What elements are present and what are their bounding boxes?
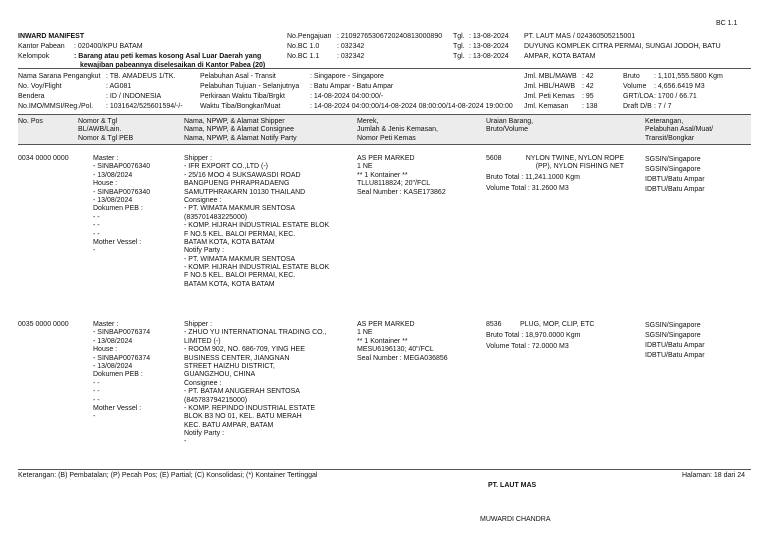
header-goods-line: Bruto/Volume xyxy=(486,126,529,134)
row-marks xyxy=(357,155,446,197)
row-parties xyxy=(184,155,329,289)
party-line: - 25/16 MOO 4 SUKSAWASDI ROAD xyxy=(184,171,301,179)
party-line: Notify Party : xyxy=(184,430,225,438)
page-number: Halaman: 18 dari 24 xyxy=(682,472,746,479)
ref-label: No.Pengajuan xyxy=(287,33,332,40)
party-line: - IFR EXPORT CO.,LTD (-) xyxy=(184,163,269,171)
party-line: - KOMP. HIJRAH INDUSTRIAL ESTATE BLOK xyxy=(184,222,330,230)
marks-line: TLLU8118824; 20"/FCL xyxy=(357,180,431,188)
divider xyxy=(18,114,751,115)
port-line: SGSIN/Singapore xyxy=(645,156,701,163)
party-line: STREET HAIZHU DISTRICT, xyxy=(184,362,275,370)
ref-tgl-label: Tgl. xyxy=(453,53,465,60)
doc-line: Mother Vessel : xyxy=(93,404,142,412)
measure-label: GRT/LOA xyxy=(623,93,654,100)
marks-line: ** 1 Kontainer ** xyxy=(357,171,408,179)
page-code: BC 1.1 xyxy=(716,20,738,27)
count-label: Jml. HBL/HAWB xyxy=(524,83,576,90)
ref-value: : 032342 xyxy=(337,43,365,50)
row-hs-code: 5608 xyxy=(486,155,502,162)
header-doc-line: Nomor & Tgl xyxy=(78,118,118,125)
marks-line: 1 NE xyxy=(357,329,373,337)
port-line: IDBTU/Batu Ampar xyxy=(645,342,705,350)
header-goods-col xyxy=(486,118,533,135)
marks-line: MESU6196130; 40"/FCL xyxy=(357,346,434,354)
port-label: Pelabuhan Tujuan - Selanjutnya xyxy=(200,83,300,90)
ref-value: : 21092765306720240813000890 xyxy=(337,33,443,40)
party-line: BATAM KOTA, KOTA BATAM xyxy=(184,280,275,288)
count-value: : 138 xyxy=(582,103,598,110)
doc-line: - SINBAP0076374 xyxy=(93,329,151,337)
vessel-label: Bendera xyxy=(18,93,45,100)
weight-line: Bruto Total : 11,241.1000 Kgm xyxy=(486,174,580,181)
row-pos: 0034 0000 0000 xyxy=(18,155,69,162)
document-title: INWARD MANIFEST xyxy=(18,33,85,40)
doc-line: - 13/08/2024 xyxy=(93,196,133,204)
kantor-label: Kantor Pabean xyxy=(18,43,65,50)
party-line: (835701483225000) xyxy=(184,213,248,221)
port-line: IDBTU/Batu Ampar xyxy=(645,176,705,184)
party-line: SAMUTPHRAKARN 10130 THAILAND xyxy=(184,188,306,196)
goods-line: NYLON TWINE, NYLON ROPE xyxy=(525,155,624,162)
agent-line-1: PT. LAUT MAS / 024360505215001 xyxy=(524,33,636,40)
header-marks-line: Jumlah & Jenis Kemasan, xyxy=(357,126,438,134)
vessel-label: No. Voy/Flight xyxy=(18,83,62,90)
vessel-label: Nama Sarana Pengangkut xyxy=(18,73,101,80)
port-line: IDBTU/Batu Ampar xyxy=(645,352,705,360)
doc-line: - xyxy=(93,413,96,421)
ref-tgl: : 13-08-2024 xyxy=(469,33,509,40)
party-line: KEC. BATU AMPAR, BATAM xyxy=(184,421,274,429)
party-line: - PT. WIMATA MAKMUR SENTOSA xyxy=(184,255,296,263)
party-line: - KOMP. HIJRAH INDUSTRIAL ESTATE BLOK xyxy=(184,264,330,272)
agent-line-3: AMPAR, KOTA BATAM xyxy=(524,53,596,60)
party-line: (845783794215000) xyxy=(184,396,248,404)
party-line: Shipper : xyxy=(184,321,213,328)
footer-legend: Keterangan: (B) Pembatalan; (P) Pecah Pos; (E) Partial; (C) Konsolidasi; (*) Kontainer Tertinggal xyxy=(18,472,318,479)
doc-line: - xyxy=(93,247,96,255)
doc-line: - - xyxy=(93,379,100,387)
measure-value: : 7 / 7 xyxy=(654,103,672,110)
kelompok-value: : Barang atau peti kemas kosong Asal Luar Daerah yang xyxy=(74,53,262,60)
header-party-col xyxy=(184,118,297,143)
header-marks-line: Merek, xyxy=(357,118,379,125)
doc-line: Master : xyxy=(93,155,119,162)
doc-line: - - xyxy=(93,388,100,396)
ref-tgl-label: Tgl. xyxy=(453,33,465,40)
header-ports-col xyxy=(645,118,713,143)
measure-value: : 4,656.6419 M3 xyxy=(654,83,705,90)
measure-label: Bruto xyxy=(623,73,640,80)
doc-line: Dokumen PEB : xyxy=(93,205,143,213)
vessel-value: : TB. AMADEUS 1/TK. xyxy=(106,73,176,80)
port-label: Pelabuhan Asal - Transit xyxy=(200,73,276,80)
signer-name: MUWARDI CHANDRA xyxy=(480,516,551,523)
weight-line: Bruto Total : 18,970.0000 Kgm xyxy=(486,332,581,339)
count-label: Jml. Peti Kemas xyxy=(524,93,575,100)
party-line: LIMITED (-) xyxy=(184,337,221,345)
marks-line: AS PER MARKED xyxy=(357,321,415,328)
measure-label: Volume xyxy=(623,83,647,90)
header-no-pos: No. Pos xyxy=(18,118,43,125)
header-ports-line: Transit/Bongkar xyxy=(645,134,695,142)
party-line: GUANGZHOU, CHINA xyxy=(184,371,256,379)
ref-label: No.BC 1.1 xyxy=(287,53,320,60)
header-doc-line: Nomor & Tgl PEB xyxy=(78,134,134,142)
count-label: Jml. Kemasan xyxy=(524,103,569,110)
weight-line: Volume Total : 31.2600 M3 xyxy=(486,185,569,193)
count-label: Jml. MBL/MAWB xyxy=(524,73,577,80)
header-party-line: Nama, NPWP, & Alamat Consignee xyxy=(184,126,294,134)
party-line: - ZHUO YU INTERNATIONAL TRADING CO., xyxy=(184,329,327,337)
doc-line: - 13/08/2024 xyxy=(93,171,133,179)
port-value: : 14-08-2024 04:00:00/14-08-2024 08:00:00/14-08-2024 19:00:00 xyxy=(310,103,513,110)
row-hs-code: 8536 xyxy=(486,321,502,328)
ref-tgl: : 13-08-2024 xyxy=(469,43,509,50)
doc-line: - - xyxy=(93,230,100,238)
divider xyxy=(18,144,751,145)
count-value: : 42 xyxy=(582,73,594,80)
vessel-label: No.IMO/MMSI/Reg./Pol. xyxy=(18,103,94,110)
port-line: IDBTU/Batu Ampar xyxy=(645,186,705,194)
row-ports xyxy=(645,155,705,196)
row-parties xyxy=(184,321,326,447)
doc-line: - SINBAP0076340 xyxy=(93,163,151,171)
port-value: : 14-08-2024 04:00:00/- xyxy=(310,93,384,100)
party-line: F NO.5 KEL. BALOI PERMAI, KEC. xyxy=(184,230,296,238)
party-line: BANGPUENG PHRAPRADAENG xyxy=(184,180,290,188)
party-line: - ROOM 902, NO. 686-709, YING HEE xyxy=(184,346,305,354)
doc-line: - - xyxy=(93,222,100,230)
row-ports xyxy=(645,321,705,362)
port-line: SGSIN/Singapore xyxy=(645,166,701,174)
marks-line: Seal Number : KASE173862 xyxy=(357,188,446,196)
port-label: Perkiraan Waktu Tiba/Brgkt xyxy=(200,93,285,100)
count-value: : 95 xyxy=(582,93,594,100)
port-line: SGSIN/Singapore xyxy=(645,322,701,329)
marks-line: ** 1 Kontainer ** xyxy=(357,337,408,345)
header-marks-line: Nomor Peti Kemas xyxy=(357,134,416,142)
ref-label: No.BC 1.0 xyxy=(287,43,320,50)
party-line: Shipper : xyxy=(184,155,213,162)
party-line: Consignee : xyxy=(184,196,222,204)
party-line: BUSINESS CENTER, JIANGNAN xyxy=(184,354,290,362)
doc-line: - - xyxy=(93,213,100,221)
divider xyxy=(18,68,751,69)
weight-line: Volume Total : 72.0000 M3 xyxy=(486,343,569,351)
divider xyxy=(18,469,751,470)
port-value: : Singapore - Singapore xyxy=(310,73,384,80)
port-value: : Batu Ampar - Batu Ampar xyxy=(310,83,394,90)
marks-line: Seal Number : MEGA036856 xyxy=(357,354,448,362)
measure-value: : 1700 / 66.71 xyxy=(654,93,697,100)
doc-line: - SINBAP0076340 xyxy=(93,188,151,196)
doc-line: - SINBAP0076374 xyxy=(93,354,151,362)
vessel-value: : ID / INDONESIA xyxy=(106,93,162,100)
measure-value: : 1,101,555.5800 Kgm xyxy=(654,73,723,80)
doc-line: Master : xyxy=(93,321,119,328)
party-line: BATAM KOTA, KOTA BATAM xyxy=(184,238,275,246)
ref-value: : 032342 xyxy=(337,53,365,60)
port-line: SGSIN/Singapore xyxy=(645,332,701,340)
row-weights xyxy=(486,174,580,194)
header-doc-line: BL/AWB/Lain. xyxy=(78,126,122,134)
party-line: F NO.5 KEL. BALOI PERMAI, KEC. xyxy=(184,272,296,280)
ref-tgl: : 13-08-2024 xyxy=(469,53,509,60)
header-party-line: Nama, NPWP, & Alamat Notify Party xyxy=(184,134,297,142)
measure-label: Draft D/B xyxy=(623,103,652,110)
goods-line: (PP), NYLON FISHING NET xyxy=(535,163,624,171)
row-weights xyxy=(486,332,580,352)
row-goods: PLUG, MOP, CLIP, ETC xyxy=(520,321,595,328)
header-ports-line: Keterangan, xyxy=(645,118,684,125)
header-doc-col xyxy=(78,118,133,143)
doc-line: House : xyxy=(93,180,118,188)
party-line: Notify Party : xyxy=(184,247,225,255)
row-goods xyxy=(520,155,624,172)
port-label: Waktu Tiba/Bongkar/Muat xyxy=(200,103,281,110)
doc-line: - 13/08/2024 xyxy=(93,362,133,370)
doc-line: - - xyxy=(93,396,100,404)
header-goods-line: Uraian Barang, xyxy=(486,118,534,125)
kelompok-label: Kelompok xyxy=(18,53,50,60)
header-marks-col xyxy=(357,118,438,143)
marks-line: 1 NE xyxy=(357,163,373,171)
row-docs xyxy=(93,321,150,422)
header-ports-line: Pelabuhan Asal/Muat/ xyxy=(645,126,714,134)
kantor-value: : 020400/KPU BATAM xyxy=(74,43,143,50)
doc-line: Mother Vessel : xyxy=(93,238,142,246)
row-pos: 0035 0000 0000 xyxy=(18,321,69,328)
vessel-value: : AG081 xyxy=(106,83,132,90)
footer-company: PT. LAUT MAS xyxy=(488,482,537,489)
kelompok-value-2: kewajiban pabeannya diselesaikan di Kantor Pabea (20) xyxy=(80,62,266,69)
party-line: - PT. BATAM ANUGERAH SENTOSA xyxy=(184,388,300,396)
doc-line: Dokumen PEB : xyxy=(93,371,143,379)
party-line: - PT. WIMATA MAKMUR SENTOSA xyxy=(184,205,296,213)
header-party-line: Nama, NPWP, & Alamat Shipper xyxy=(184,118,285,125)
count-value: : 42 xyxy=(582,83,594,90)
vessel-value: : 1031642/525601594/-/- xyxy=(106,103,183,110)
party-line: BLOK B3 NO 01, KEL. BATU MERAH xyxy=(184,413,302,421)
row-marks xyxy=(357,321,448,363)
marks-line: AS PER MARKED xyxy=(357,155,415,162)
doc-line: - 13/08/2024 xyxy=(93,337,133,345)
doc-line: House : xyxy=(93,346,118,354)
row-docs xyxy=(93,155,150,256)
party-line: Consignee : xyxy=(184,379,222,387)
party-line: - xyxy=(184,438,187,446)
ref-tgl-label: Tgl. xyxy=(453,43,465,50)
agent-line-2: DUYUNG KOMPLEK CITRA PERMAI, SUNGAI JODOH, BATU xyxy=(524,43,721,50)
party-line: - KOMP. REPINDO INDUSTRIAL ESTATE xyxy=(184,404,316,412)
